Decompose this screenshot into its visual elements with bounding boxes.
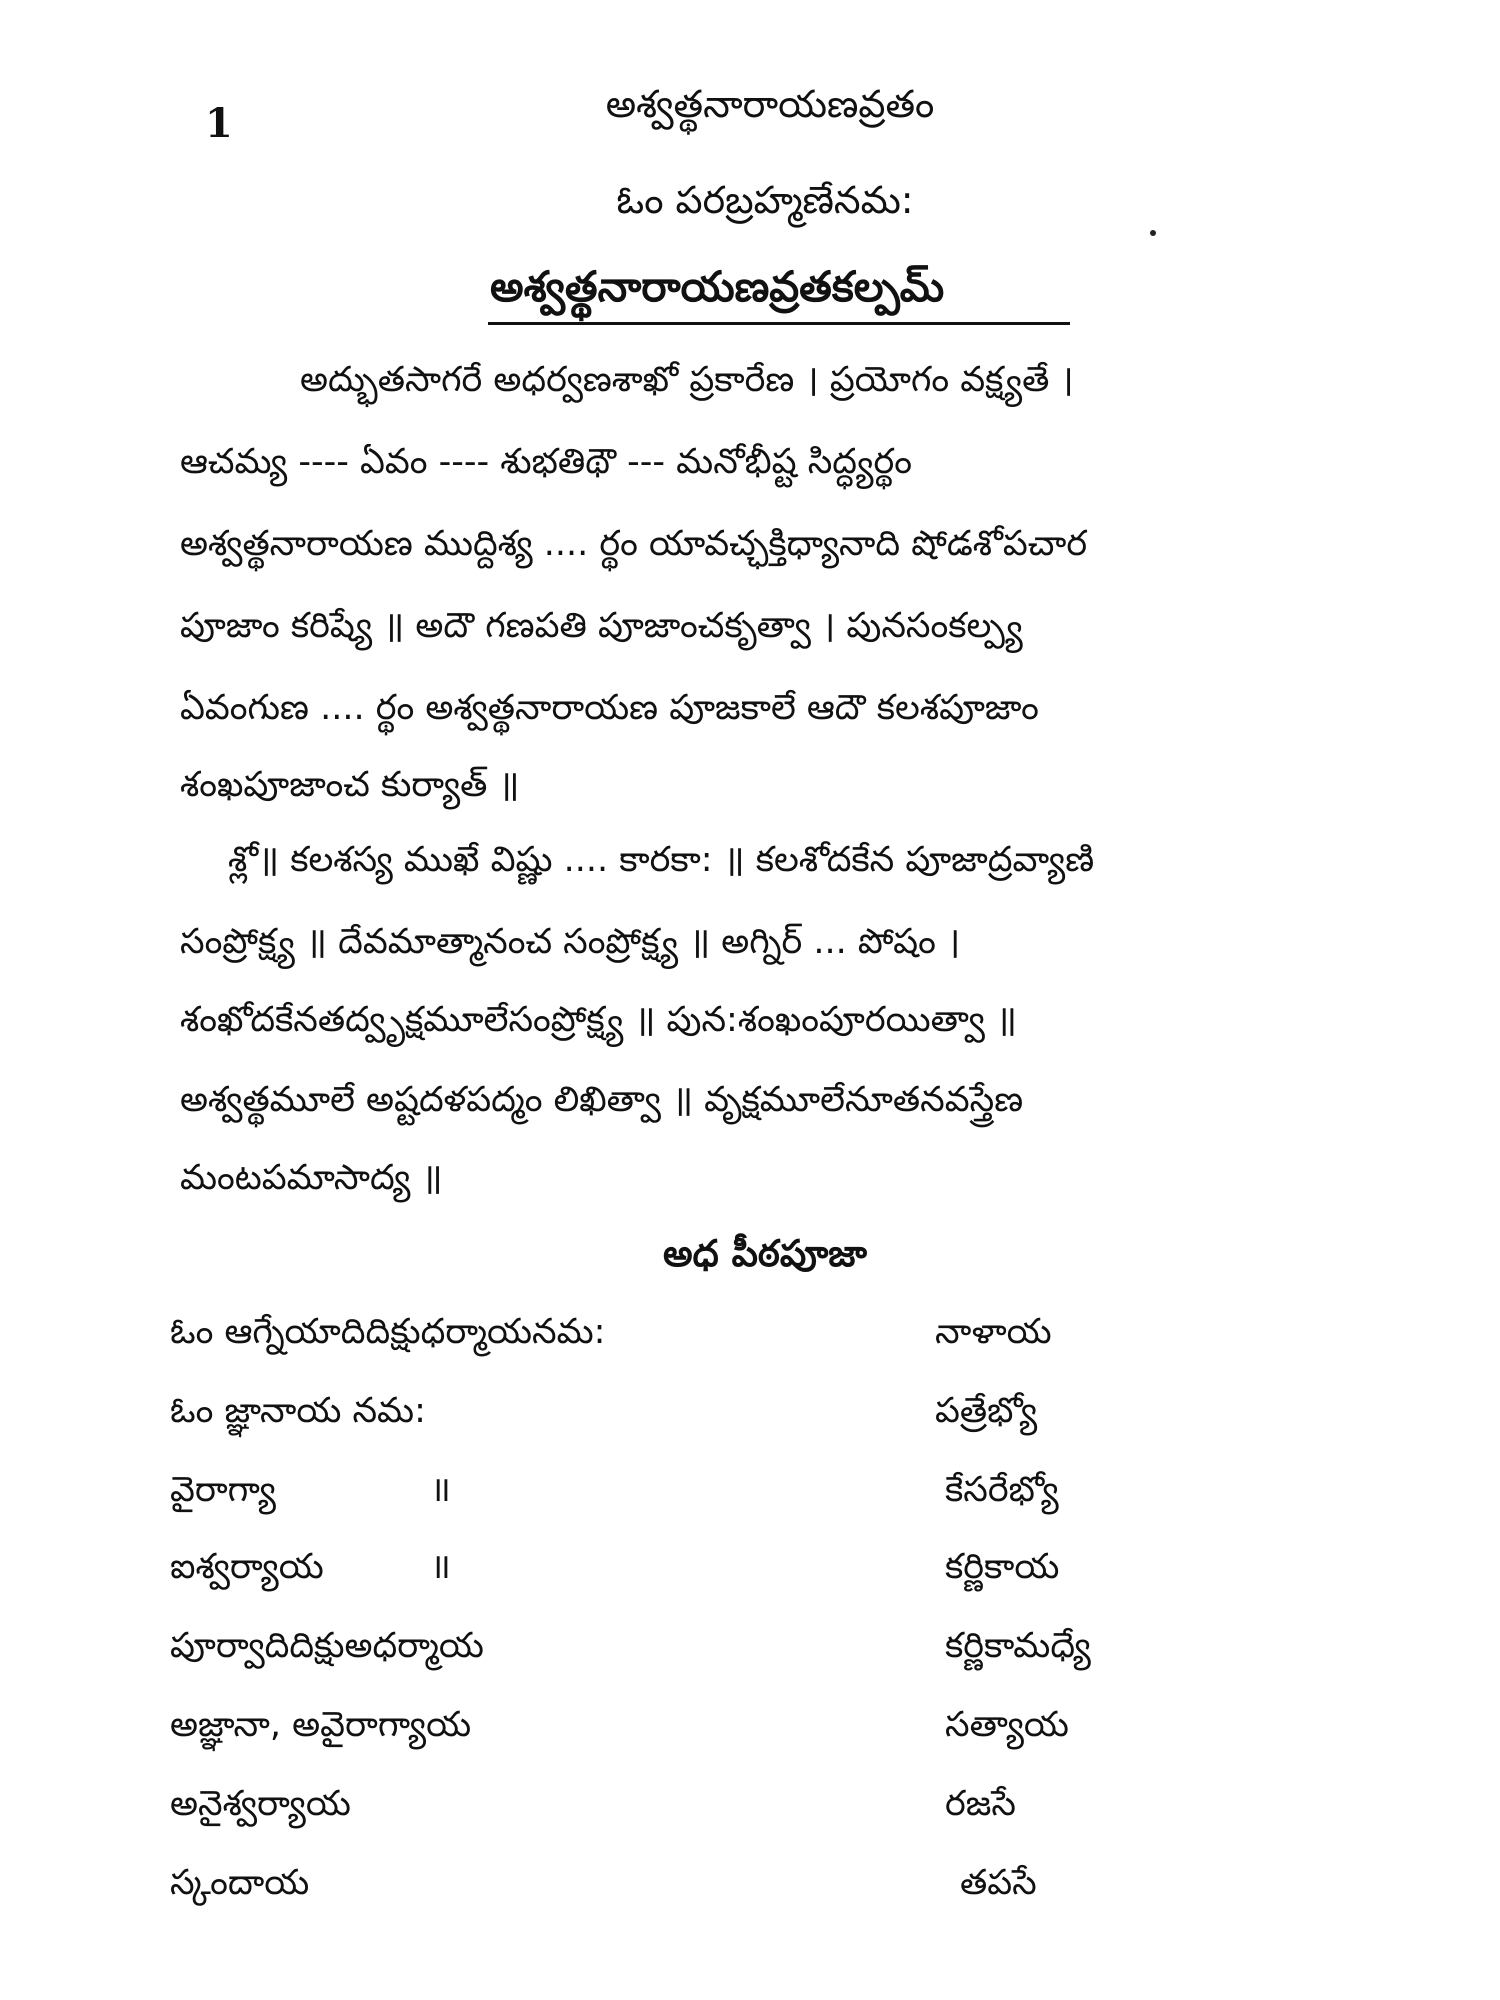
paragraph2-line: సంప్రోక్ష్య ॥ దేవమాత్మానంచ సంప్రోక్ష్య ॥ అగ్నిర్ ... పోషం । — [180, 922, 961, 962]
paragraph1-line: శంఖపూజాంచ కుర్యాత్ ॥ — [180, 765, 520, 805]
pitha-row-right: రజసే — [945, 1784, 1016, 1824]
pitha-row-left: స్కందాయ — [170, 1863, 310, 1903]
paragraph1-line: ఏవంగుణ .... ర్థం అశ్వత్థనారాయణ పూజకాలే ఆదౌ కలశపూజాం — [180, 688, 1039, 728]
paragraph1-line: అశ్వత్థనారాయణ ముద్దిశ్య .... ర్థం యావచ్ఛక్తిధ్యానాది షోడశోపచార — [180, 524, 1088, 564]
page-number: 1 — [205, 100, 233, 147]
pitha-row — [0, 1305, 1500, 1359]
paragraph1-line: ఆచమ్య ---- ఏవం ---- శుభతిథౌ --- మనోభీష్ట సిద్ధ్యర్థం — [180, 442, 912, 482]
pitha-row — [0, 1540, 1500, 1594]
ink-speck — [1150, 230, 1156, 236]
section-heading: అధ పీఠపూజా — [663, 1232, 867, 1275]
pitha-row — [0, 1856, 1500, 1910]
pitha-row — [0, 1698, 1500, 1752]
pitha-row-left: అజ్ఞానా, అవైరాగ్యాయ — [170, 1705, 472, 1745]
pitha-row-left: ఐశ్వర్యాయ — [170, 1547, 324, 1587]
pitha-row-mid: ॥ — [430, 1470, 451, 1510]
paragraph2-line: మంటపమాసాద్య ॥ — [180, 1158, 443, 1198]
pitha-row-right: కేసరేభ్యో — [945, 1470, 1059, 1510]
running-head: అశ్వత్థనారాయణవ్రతం — [605, 82, 935, 126]
pitha-row-right: పత్రేభ్యో — [935, 1391, 1038, 1431]
paragraph2-line: శ్లో॥ కలశస్య ముఖే విష్ణు .... కారకా: ॥ కలశోదకేన పూజాద్రవ్యాణి — [228, 840, 1095, 880]
main-title: అశ్వత్థనారాయణవ్రతకల్పమ్ — [490, 262, 945, 311]
invocation-line: ఓం పరబ్రహ్మణేనమ: — [616, 178, 914, 222]
paragraph1-line: పూజాం కరిష్యే ॥ అదౌ గణపతి పూజాంచకృత్వా । పునసంకల్ప్య — [180, 606, 1023, 646]
paragraph2-line: శంఖోదకేనతద్వృక్షమూలేసంప్రోక్ష్య ॥ పున:శంఖంపూరయిత్వా ॥ — [180, 1000, 1017, 1040]
pitha-row-right: తపసే — [960, 1863, 1037, 1903]
paragraph1-line: అద్భుతసాగరే అధర్వణశాఖో ప్రకారేణ । ప్రయోగం వక్ష్యతే । — [300, 360, 1074, 400]
pitha-row-left: వైరాగ్యా — [170, 1470, 276, 1510]
pitha-row-right: కర్ణికాయ — [945, 1547, 1060, 1587]
pitha-row-left: అనైశ్వర్యాయ — [170, 1784, 351, 1824]
title-underline — [488, 322, 1070, 325]
pitha-row — [0, 1777, 1500, 1831]
pitha-row — [0, 1384, 1500, 1438]
pitha-row-right: కర్ణికామధ్యే — [945, 1626, 1091, 1666]
paragraph2-line: అశ్వత్థమూలే అష్టదళపద్మం లిఖిత్వా ॥ వృక్షమూలేనూతనవస్త్రేణ — [180, 1080, 1024, 1120]
pitha-row-left: ఓం ఆగ్నేయాదిదిక్షుధర్మాయనమ: — [170, 1312, 606, 1352]
pitha-row — [0, 1463, 1500, 1517]
pitha-row-mid: ॥ — [430, 1547, 451, 1587]
pitha-row-left: పూర్వాదిదిక్షుఅధర్మాయ — [170, 1626, 484, 1666]
pitha-row — [0, 1619, 1500, 1673]
pitha-row-right: నాళాయ — [935, 1312, 1052, 1352]
pitha-row-right: సత్యాయ — [945, 1705, 1069, 1745]
pitha-row-left: ఓం జ్ఞానాయ నమ: — [170, 1391, 426, 1431]
